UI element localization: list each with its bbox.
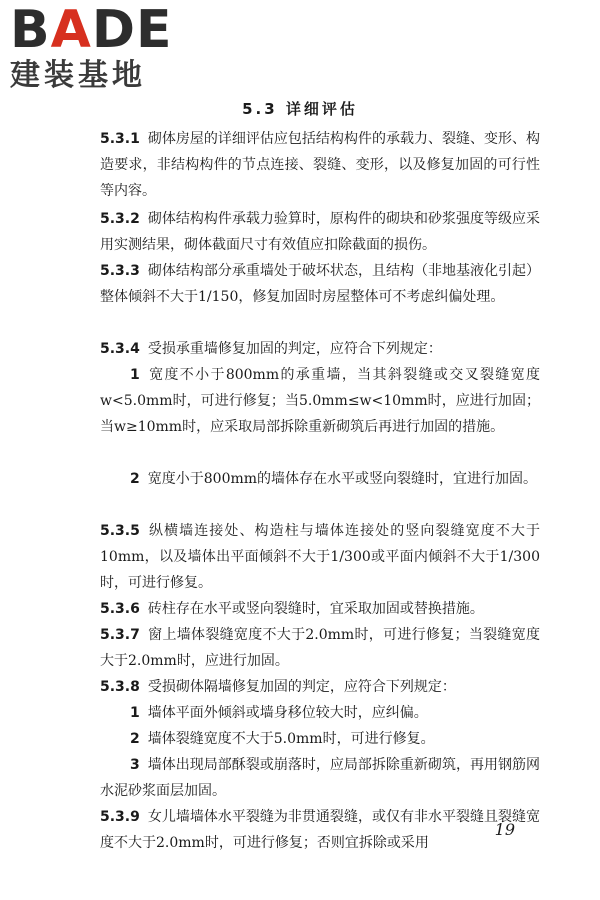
clause-5-3-3 [100,258,540,310]
page-number: 19 [494,820,515,839]
clause-5-3-9 [100,804,540,856]
clause-number: 5.3.8 [100,679,140,695]
item-number: 1 [130,705,140,721]
clause-number: 5.3.3 [100,263,140,279]
bade-logo [10,0,180,96]
clause-5-3-8-item-1 [100,700,540,726]
clause-number: 5.3.4 [100,341,140,357]
item-number: 3 [130,757,140,773]
clause-text: 砌体房屋的详细评估应包括结构构件的承载力、裂缝、变形、构造要求，非结构构件的节点连接、裂缝、变形，以及修复加固的可行性等内容。 [100,131,540,199]
clause-text: 受损砌体隔墙修复加固的判定，应符合下列规定： [147,679,456,695]
clause-5-3-6 [100,596,540,622]
clause-5-3-5 [100,518,540,596]
clause-text: 砌体结构部分承重墙处于破坏状态，且结构（非地基液化引起）整体倾斜不大于1/150，修复加固时房屋整体可不考虑纠偏处理。 [100,263,540,305]
clause-5-3-8-item-2 [100,726,540,752]
clause-text: 窗上墙体裂缝宽度不大于2.0mm时，可进行修复；当裂缝宽度大于2.0mm时，应进行加固。 [100,627,540,669]
clause-5-3-1 [100,126,540,204]
clause-5-3-4 [100,336,540,362]
clause-5-3-4-item-1 [100,362,540,440]
clause-number: 5.3.5 [100,523,140,539]
item-text: 宽度小于800mm的墙体存在水平或竖向裂缝时，宜进行加固。 [147,471,538,487]
clause-5-3-8 [100,674,540,700]
clause-text: 纵横墙连接处、构造柱与墙体连接处的竖向裂缝宽度不大于10mm，以及墙体出平面倾斜不大于1/300或平面内倾斜不大于1/300时，可进行修复。 [100,523,540,591]
clause-number: 5.3.2 [100,211,140,227]
item-number: 1 [130,367,140,383]
clause-text: 砌体结构构件承载力验算时，原构件的砌块和砂浆强度等级应采用实测结果，砌体截面尺寸有效值应扣除截面的损伤。 [100,211,540,253]
clause-number: 5.3.9 [100,809,140,825]
item-text: 墙体出现局部酥裂或崩落时，应局部拆除重新砌筑，再用钢筋网水泥砂浆面层加固。 [100,757,540,799]
item-text: 宽度不小于800mm的承重墙，当其斜裂缝或交叉裂缝宽度w<5.0mm时，可进行修复；当5.0mm≤w<10mm时，应进行加固；当w≥10mm时，应采取局部拆除重新砌筑后再进行加固的措施。 [100,367,540,435]
section-heading: 5.3 详细评估 [242,100,358,118]
logo-chinese-text: 建装基地 [10,58,146,93]
clause-5-3-7 [100,622,540,674]
item-number: 2 [130,731,140,747]
item-text: 墙体平面外倾斜或墙身移位较大时，应纠偏。 [147,705,428,721]
clause-5-3-4-item-2 [100,466,540,492]
clause-5-3-8-item-3 [100,752,540,804]
item-number: 2 [130,471,140,487]
clause-text: 砖柱存在水平或竖向裂缝时，宜采取加固或替换措施。 [147,601,484,617]
logo-wordmark: BADE [10,0,173,60]
clause-5-3-2 [100,206,540,258]
clause-number: 5.3.6 [100,601,140,617]
clause-number: 5.3.7 [100,627,140,643]
item-text: 墙体裂缝宽度不大于5.0mm时，可进行修复。 [147,731,435,747]
clause-text: 女儿墙墙体水平裂缝为非贯通裂缝，或仅有非水平裂缝且裂缝宽度不大于2.0mm时，可进行修复；否则宜拆除或采用 [100,809,540,851]
clause-text: 受损承重墙修复加固的判定，应符合下列规定： [147,341,442,357]
clause-number: 5.3.1 [100,131,140,147]
